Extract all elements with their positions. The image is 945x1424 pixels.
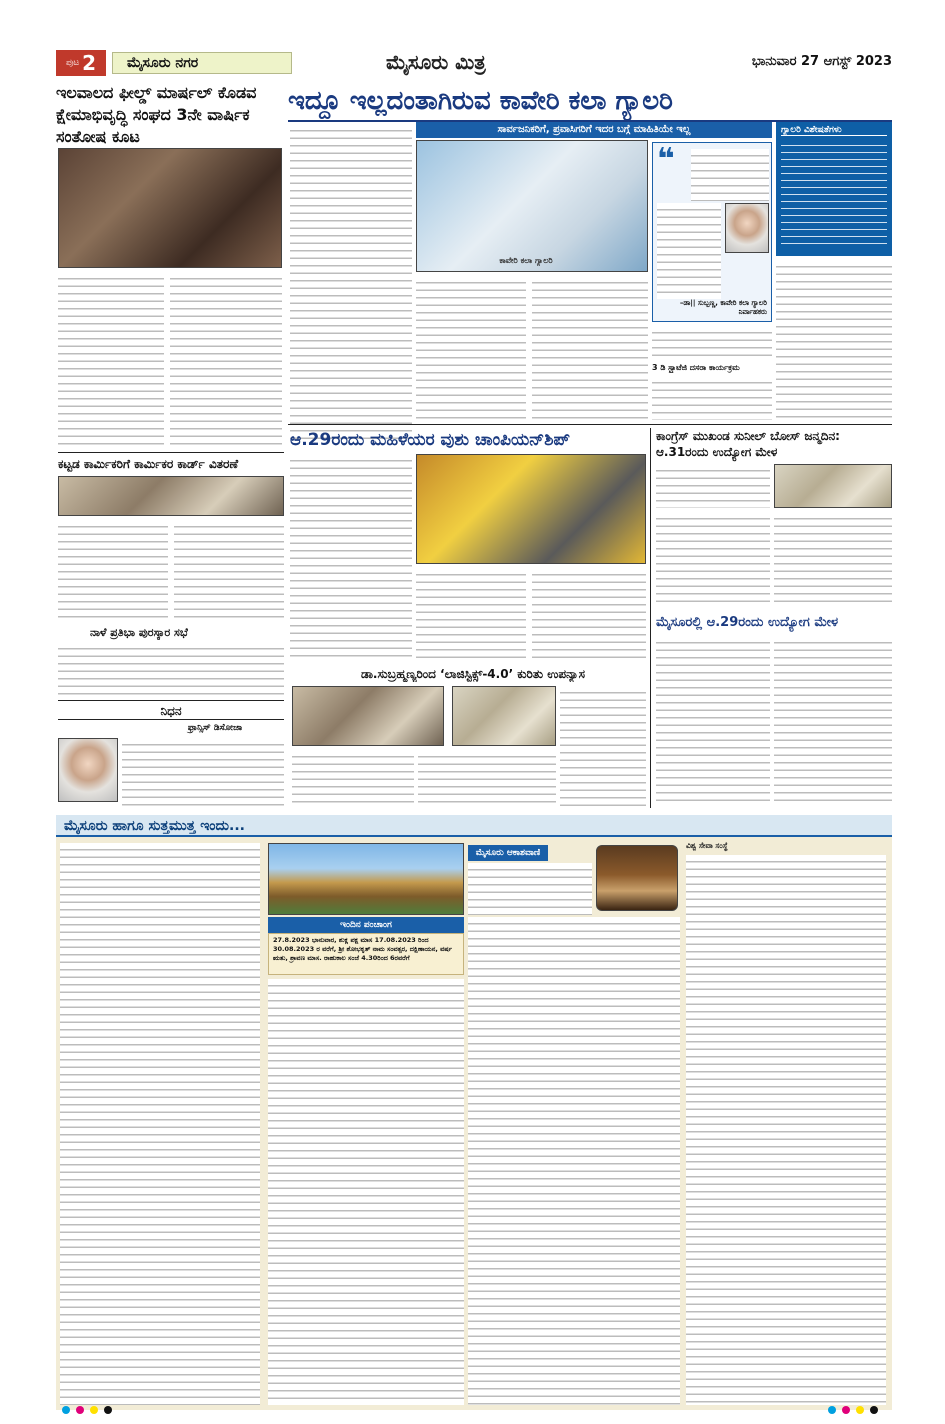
radio-title: ಮೈಸೂರು ಆಕಾಶವಾಣಿ xyxy=(468,845,548,861)
color-registration-magenta-right xyxy=(842,1406,850,1414)
issue-date: ಭಾನುವಾರ 27 ಆಗಸ್ಟ್ 2023 xyxy=(751,54,892,69)
wushu-text-col1 xyxy=(290,454,412,660)
wushu-text-col2 xyxy=(416,568,526,660)
lecture-text-col3 xyxy=(560,686,646,806)
left-story-photo xyxy=(58,148,282,268)
lead-headline: ಇದ್ದೂ ಇಲ್ಲದಂತಾಗಿರುವ ಕಾವೇರಿ ಕಲಾ ಗ್ಯಾಲರಿ xyxy=(288,80,892,122)
color-registration-yellow-right xyxy=(856,1406,864,1414)
color-registration-magenta xyxy=(76,1406,84,1414)
today-events-title: ಮೈಸೂರು ಹಾಗೂ ಸುತ್ತಮುತ್ತ ಇಂದು... xyxy=(56,815,892,837)
job-fair-2-text-col1 xyxy=(656,636,770,806)
lecture-photo-right xyxy=(452,686,556,746)
gallery-text-col4 xyxy=(652,326,772,358)
tomorrow-headline: ನಾಳೆ ಪ್ರತಿಭಾ ಪುರಸ್ಕಾರ ಸಭೆ xyxy=(90,626,188,639)
palace-photo xyxy=(268,843,464,915)
color-registration-black xyxy=(104,1406,112,1414)
job-fair-2-text-col2 xyxy=(774,636,892,806)
page-number-badge xyxy=(56,50,106,76)
gallery-text-col1 xyxy=(290,124,412,444)
quote-attribution: –ಡಾ|| ಸುಬ್ಬಣ್ಣ, ಕಾವೇರಿ ಕಲಾ ಗ್ಯಾಲರಿ ನಿರ್ವಾಹಕರು xyxy=(679,299,767,316)
lecture-text-col1 xyxy=(292,750,414,806)
tomorrow-divider xyxy=(58,700,284,701)
job-fair-1-photo xyxy=(774,464,892,508)
newspaper-name: ಮೈಸೂರು ಮಿತ್ರ xyxy=(386,50,486,74)
color-registration-cyan-right xyxy=(828,1406,836,1414)
job-fair-1-headline: ಕಾಂಗ್ರೆಸ್ ಮುಖಂಡ ಸುನೀಲ್ ಬೋಸ್ ಜನ್ಮದಿನ: ಆ.31ರಂದು ಉದ್ಯೋಗ ಮೇಳ xyxy=(656,429,840,459)
section-name: ಮೈಸೂರು ನಗರ xyxy=(112,52,292,74)
gallery-text-col5 xyxy=(776,260,892,420)
info-box-body xyxy=(781,139,887,247)
quote-box xyxy=(652,142,772,322)
page-number: 2 xyxy=(82,51,97,75)
labour-card-text-col1 xyxy=(58,520,168,620)
events-col-4-first: ವಿಶ್ವ ಸೇವಾ ಸಂಸ್ಥೆ xyxy=(686,841,728,850)
gallery-photo-caption: ಕಾವೇರಿ ಕಲಾ ಗ್ಯಾಲರಿ xyxy=(499,256,553,265)
left-story-divider xyxy=(58,452,284,453)
gallery-kicker-bar: ಸಾರ್ವಜನಿಕರಿಗೆ, ಪ್ರವಾಸಿಗರಿಗೆ ಇದರ ಬಗ್ಗೆ ಮಾಹಿತಿಯೇ ಇಲ್ಲ xyxy=(416,122,772,138)
job-fair-1-text-top xyxy=(656,464,770,508)
info-box-title: ಗ್ಯಾಲರಿ ವಿಶೇಷತೆಗಳು xyxy=(781,125,887,136)
gallery-text-col3 xyxy=(532,276,648,420)
left-story-text-col2 xyxy=(170,272,282,448)
obituary-section: ನಿಧನ xyxy=(58,703,284,720)
wushu-headline: ಆ.29ರಂದು ಮಹಿಳೆಯರ ವುಶು ಚಾಂಪಿಯನ್‌ಶಿಪ್ xyxy=(290,430,570,450)
lecture-text-col2 xyxy=(418,750,556,806)
job-fair-1-text-col1 xyxy=(656,512,770,608)
events-col-1 xyxy=(60,843,260,1405)
events-col-2 xyxy=(268,979,464,1405)
gallery-sub-note: 3 ಡಿ ಸ್ಟ್ರಾಟೆಜಿ ದಸರಾ ಕಾರ್ಯಕ್ರಮ xyxy=(652,363,740,372)
obituary-portrait xyxy=(58,738,118,802)
events-col-3 xyxy=(468,917,680,1405)
job-fair-1-text-col2 xyxy=(774,512,892,608)
panchanga-box: 27.8.2023 ಭಾನುವಾರ, ಶುಕ್ಲ ಪಕ್ಷ ಮಾಸ 17.08.2023 ರಿಂದ 30.08.2023 ರ ವರೆಗೆ, ಶ್ರೀ ಶೋಭಕೃತ್ ನಾಮ ಸಂವತ್ಸರ, ದಕ್ಷಿಣಾಯನ, ವರ್ಷ ಋತು, ಶ್ರಾವಣ ಮಾಸ. ರಾಹುಕಾಲ ಸಂಜೆ 4.30ರಿಂದ 6ರವರೆಗೆ xyxy=(268,933,464,975)
color-registration-yellow xyxy=(90,1406,98,1414)
obituary-name: ಫ್ರಾನ್ಸಿಸ್ ಡಿಸೋಜಾ xyxy=(187,723,243,733)
quote-portrait xyxy=(725,203,769,253)
gallery-photo xyxy=(416,140,648,272)
page-label: ಪುಟ xyxy=(65,58,80,68)
right-column-divider xyxy=(650,428,651,808)
radio-icon xyxy=(596,845,678,911)
gallery-info-box xyxy=(776,122,892,256)
tomorrow-text xyxy=(58,642,284,698)
labour-card-photo xyxy=(58,476,284,516)
gallery-text-col2 xyxy=(416,276,526,420)
labour-card-text-col2 xyxy=(174,520,284,620)
lecture-headline: ಡಾ.ಸುಬ್ರಹ್ಮಣ್ಯರಿಂದ ‘ಲಾಜಿಸ್ಟಿಕ್ಸ್-4.0’ ಕುರಿತು ಉಪನ್ಯಾಸ xyxy=(361,667,585,681)
masthead xyxy=(56,48,892,78)
events-col-4 xyxy=(686,855,886,1405)
obituary-text xyxy=(122,738,284,808)
panchanga-title: ಇಂದಿನ ಪಂಚಾಂಗ xyxy=(268,917,464,933)
left-story-headline: ಇಲವಾಲದ ಫೀಲ್ಡ್ ಮಾರ್ಷಲ್ ಕೊಡವ ಕ್ಷೇಮಾಭಿವೃದ್ಧಿ ಸಂಘದ 3ನೇ ವಾರ್ಷಿಕ ಸಂತೋಷ ಕೂಟ xyxy=(56,83,257,146)
quote-text-top xyxy=(691,149,769,201)
quote-text-body xyxy=(657,203,721,299)
job-fair-2-headline: ಮೈಸೂರಲ್ಲಿ ಆ.29ರಂದು ಉದ್ಯೋಗ ಮೇಳ xyxy=(656,615,838,630)
labour-card-headline: ಕಟ್ಟಡ ಕಾರ್ಮಿಕರಿಗೆ ಕಾರ್ಮಿಕರ ಕಾರ್ಡ್ ವಿತರಣೆ xyxy=(58,457,239,471)
wushu-text-col3 xyxy=(532,568,646,660)
lecture-photo-left xyxy=(292,686,444,746)
quote-mark-icon: ❝ xyxy=(657,142,675,177)
color-registration-black-right xyxy=(870,1406,878,1414)
today-events-band xyxy=(56,815,892,1410)
color-registration-cyan xyxy=(62,1406,70,1414)
radio-text-top xyxy=(468,863,592,915)
gallery-divider xyxy=(288,424,892,425)
wushu-photo xyxy=(416,454,646,564)
gallery-text-col4b xyxy=(652,376,772,420)
left-story-text-col1 xyxy=(58,272,164,448)
